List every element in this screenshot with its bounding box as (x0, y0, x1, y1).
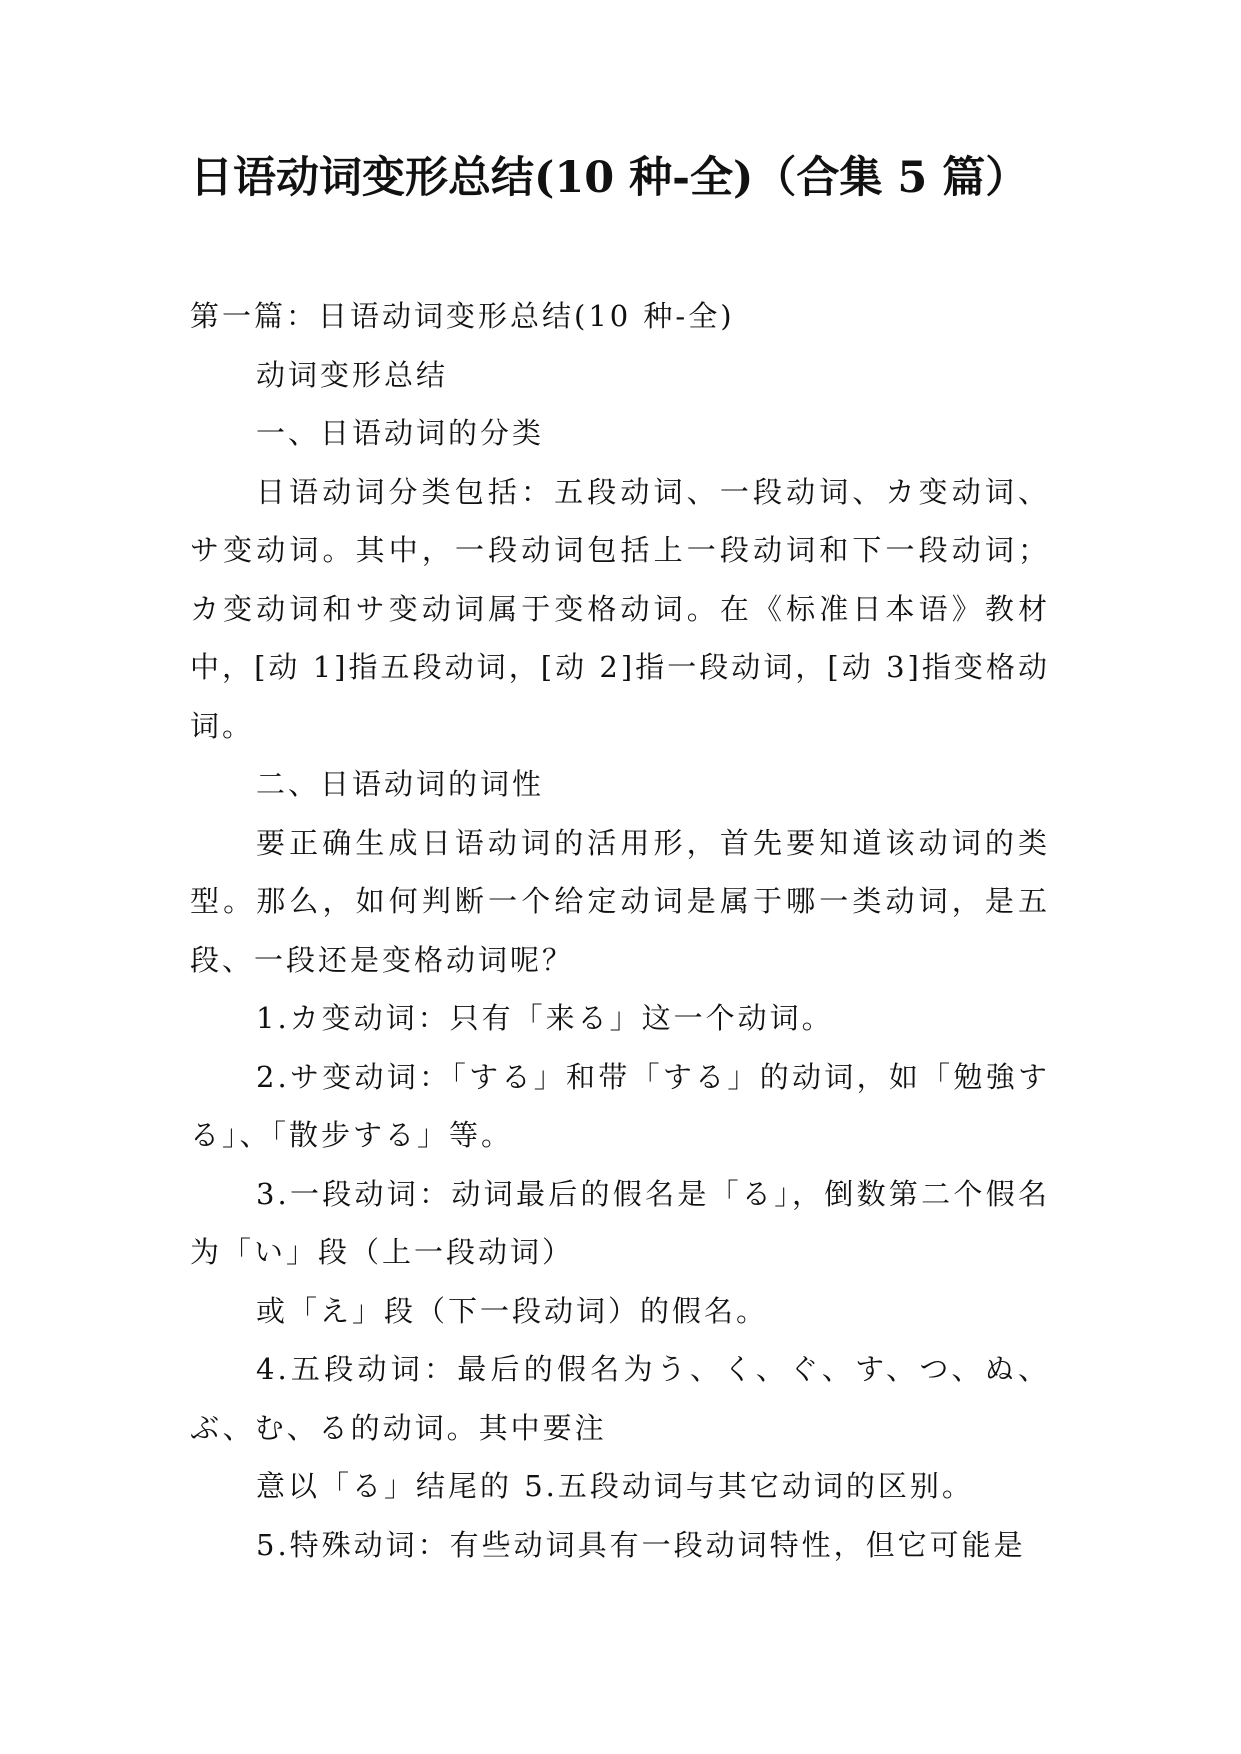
paragraph: 2.サ变动词：「する」和带「する」的动词，如「勉強する」、「散步する」等。 (190, 1059, 1050, 1152)
paragraph: 日语动词分类包括：五段动词、一段动词、カ变动词、サ变动词。其中，一段动词包括上一段动词和下一段动词；カ变动词和サ变动词属于变格动词。在《标准日本语》教材中，[动 1]指五段动词，[动 2]指一段动词，[动 3]指变格动词。 (190, 474, 1050, 743)
paragraph: 5.特殊动词：有些动词具有一段动词特性，但它可能是 (256, 1527, 1026, 1562)
paragraph: 或「え」段（下一段动词）的假名。 (256, 1293, 769, 1328)
paragraph: 要正确生成日语动词的活用形，首先要知道该动词的类型。那么，如何判断一个给定动词是属于哪一类动词，是五段、一段还是变格动词呢？ (190, 825, 1050, 977)
document-body (190, 287, 1050, 1574)
paragraph: 1.カ变动词：只有「来る」这一个动词。 (256, 1001, 834, 1035)
paragraph: 4.五段动词：最后的假名为う、く、ぐ、す、つ、ぬ、ぶ、む、る的动词。其中要注 (190, 1352, 1050, 1445)
paragraph: 3.一段动词：动词最后的假名是「る」，倒数第二个假名为「い」段（上一段动词） (190, 1176, 1050, 1269)
section-heading: 第一篇：日语动词变形总结(10 种-全) (190, 299, 735, 333)
paragraph: 意以「る」结尾的 5.五段动词与其它动词的区别。 (256, 1469, 974, 1503)
paragraph: 二、日语动词的词性 (256, 767, 545, 801)
paragraph: 动词变形总结 (256, 357, 449, 392)
document-title: 日语动词变形总结(10 种-全)（合集 5 篇） (190, 153, 1029, 203)
paragraph: 一、日语动词的分类 (256, 416, 545, 450)
